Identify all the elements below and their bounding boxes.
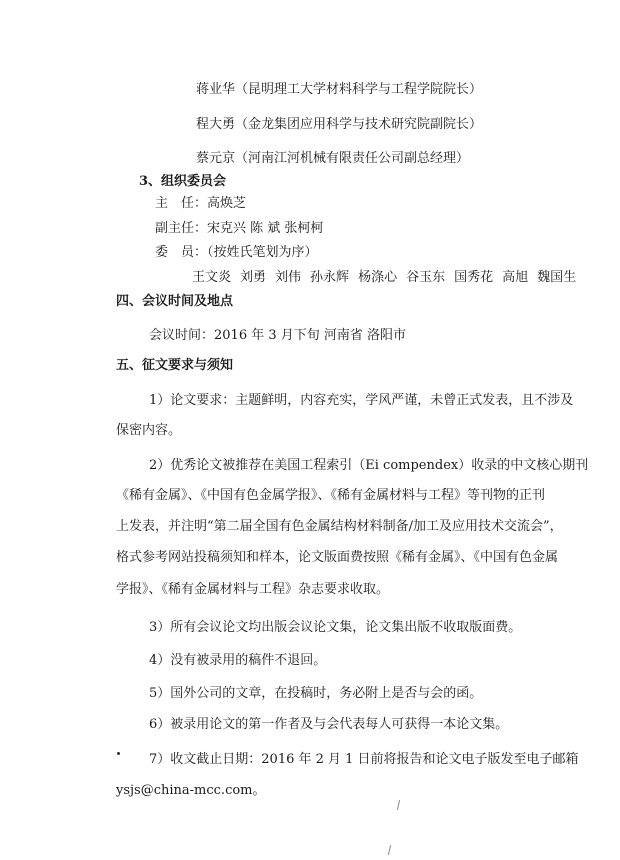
section4-heading: 四、会议时间及地点	[116, 294, 234, 309]
section5-item2-line4: 格式参考网站投稿须知和样本，论文版面费按照《稀有金属》、《中国有色金属	[116, 550, 559, 565]
section5-item6: 6）被录用论文的第一作者及与会代表每人可获得一本论文集。	[149, 717, 509, 732]
member-name: 高旭	[502, 270, 529, 285]
section5-item1-line1: 1）论文要求：主题鲜明，内容充实，学风严谨，未曾正式发表，且不涉及	[149, 393, 574, 408]
scan-mark	[397, 800, 400, 810]
member-name: 魏国生	[537, 270, 577, 285]
section5-item2-line3: 上发表，并注明“第二届全国有色金属结构材料制备/加工及应用技术交流会”，	[116, 519, 563, 534]
org-committee-members-list	[192, 270, 585, 286]
member-name: 谷玉东	[406, 270, 446, 285]
org-committee-members-label: 委 员：（按姓氏笔划为序）	[155, 245, 318, 260]
section5-item5: 5）国外公司的文章，在投稿时，务必附上是否与会的函。	[149, 686, 483, 701]
scan-speck	[117, 752, 120, 755]
member-name: 刘勇	[240, 270, 267, 285]
section5-item2-line2: 《稀有金属》、《中国有色金属学报》、《稀有金属材料与工程》等刊物的正刊	[116, 488, 546, 503]
section5-item3: 3）所有会议论文均出版会议论文集，论文集出版不收取版面费。	[149, 620, 522, 635]
member-name: 孙永辉	[310, 270, 350, 285]
section5-item4: 4）没有被录用的稿件不退回。	[149, 653, 327, 668]
committee-person-3: 蔡元京（河南江河机械有限责任公司副总经理）	[196, 151, 470, 166]
org-committee-vice-chair: 副主任：宋克兴 陈 斌 张柯柯	[155, 221, 324, 236]
section5-item7-line2: ysjs@china-mcc.com。	[116, 783, 266, 798]
member-name: 刘伟	[275, 270, 302, 285]
section5-item2-line5: 学报》、《稀有金属材料与工程》杂志要求收取。	[116, 582, 390, 597]
section5-item7-line1: 7）收文截止日期：2016 年 2 月 1 日前将报告和论文电子版发至电子邮箱	[149, 752, 579, 767]
scan-mark	[388, 845, 391, 855]
section5-heading: 五、征文要求与须知	[116, 358, 234, 373]
member-name: 王文炎	[192, 270, 232, 285]
org-committee-chair: 主 任：高焕芝	[155, 196, 247, 211]
section5-item1-line2: 保密内容。	[116, 423, 182, 438]
section4-meeting-time: 会议时间：2016 年 3 月下旬 河南省 洛阳市	[149, 328, 407, 343]
member-name: 杨涤心	[358, 270, 398, 285]
member-name: 国秀花	[454, 270, 494, 285]
committee-person-2: 程大勇（金龙集团应用科学与技术研究院副院长）	[196, 117, 483, 132]
section5-item2-line1: 2）优秀论文被推荐在美国工程索引（Ei compendex）收录的中文核心期刊	[149, 458, 589, 473]
org-committee-heading: 3、组织委员会	[139, 174, 227, 189]
committee-person-1: 蒋业华（昆明理工大学材料科学与工程学院院长）	[196, 82, 483, 97]
